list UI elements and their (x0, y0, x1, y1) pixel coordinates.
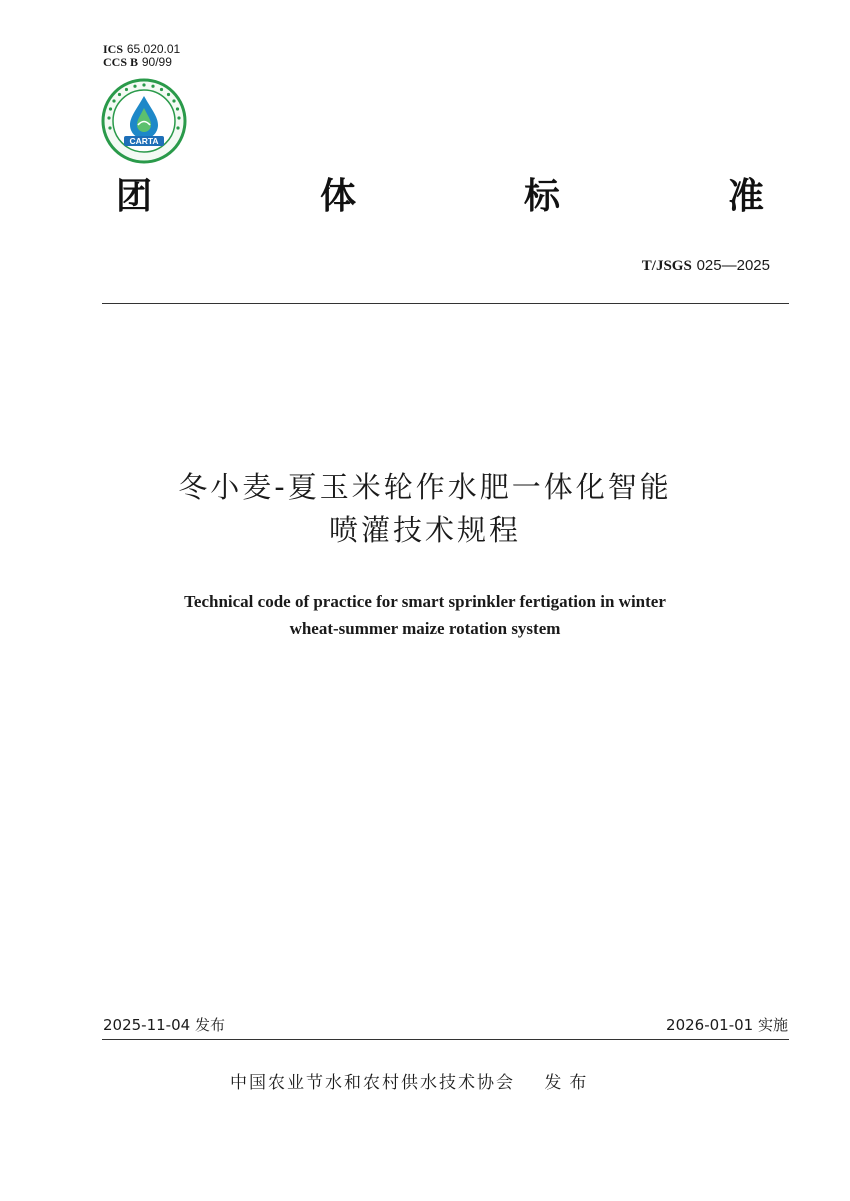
standard-prefix: T/JSGS (641, 258, 692, 274)
english-title-line-2: wheat-summer maize rotation system (289, 619, 561, 638)
standard-category (0, 172, 850, 222)
ccs-label: CCS B (103, 55, 139, 69)
carta-logo (100, 78, 188, 164)
category-char-4: 准 (728, 176, 765, 217)
chinese-title-line-1: 冬小麦-夏玉米轮作水肥一体化智能 (178, 470, 672, 504)
publisher-name: 中国农业节水和农村供水技术协会 (230, 1073, 515, 1093)
header-divider (102, 303, 789, 304)
effective-date: 2026-01-01 实施 (666, 1016, 788, 1034)
ccs-code (103, 56, 180, 69)
ics-value: 65.020.01 (126, 42, 181, 56)
ics-label: ICS (103, 42, 124, 56)
chinese-title-line-2: 喷灌技术规程 (328, 513, 521, 547)
publish-date: 2025-11-04 发布 (103, 1016, 225, 1034)
chinese-title (0, 466, 850, 552)
publisher-action: 发布 (544, 1073, 595, 1093)
footer-divider (102, 1039, 789, 1040)
standard-number (642, 256, 770, 275)
category-char-3: 标 (524, 176, 561, 217)
publisher (230, 1068, 594, 1093)
category-char-1: 团 (116, 176, 153, 217)
logo-text: CARTA (129, 136, 159, 146)
ccs-value: 90/99 (141, 55, 172, 69)
category-char-2: 体 (320, 176, 357, 217)
classification-codes (103, 43, 180, 69)
standard-code: 025—2025 (696, 257, 770, 274)
english-title (0, 588, 850, 642)
english-title-line-1: Technical code of practice for smart sprinkler fertigation in winter (184, 592, 666, 611)
